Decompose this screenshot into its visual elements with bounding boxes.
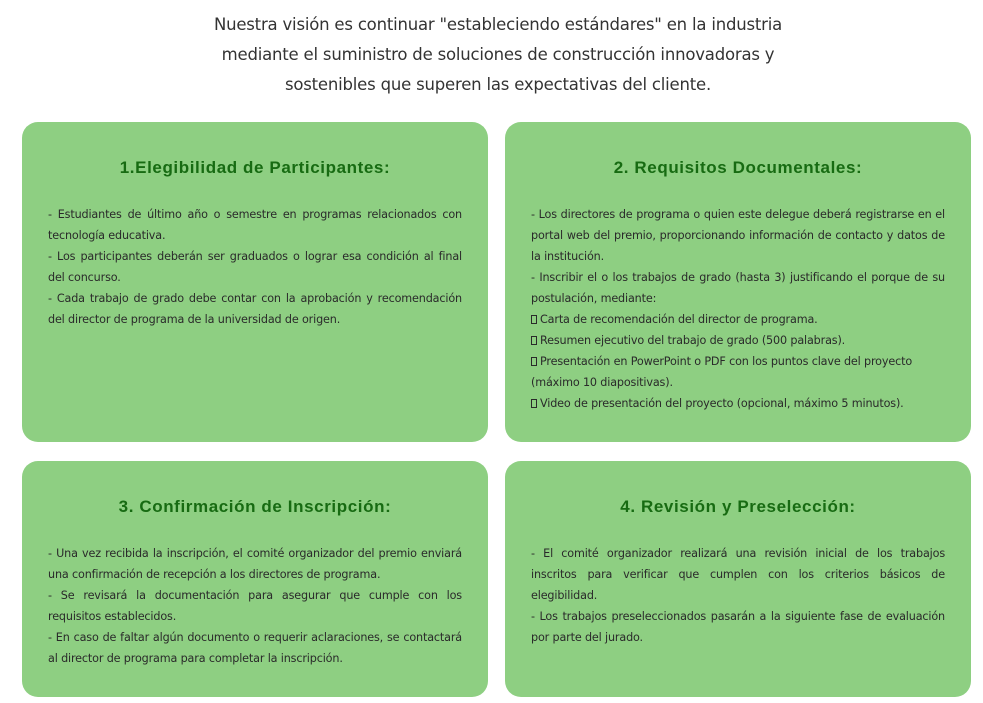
card-item: - Una vez recibida la inscripción, el comité organizador del premio enviará una confirmación de recepción a los directores de programa. xyxy=(48,547,462,581)
vision-statement xyxy=(180,10,816,100)
card-body xyxy=(48,204,462,330)
card-body xyxy=(48,543,462,669)
card-title: 3. Confirmación de Inscripción: xyxy=(118,497,392,516)
card-item-box xyxy=(531,393,945,414)
card-item-text: Presentación en PowerPoint o PDF con los puntos clave del proyecto (máximo 10 diapositivas). xyxy=(531,355,913,389)
card-item-text: Carta de recomendación del director de programa. xyxy=(540,313,818,326)
card-title: 1.Elegibilidad de Participantes: xyxy=(119,158,391,177)
card-title: 4. Revisión y Preselección: xyxy=(620,497,856,516)
card-body xyxy=(531,543,945,648)
missing-glyph-box-icon xyxy=(531,315,537,324)
card-body xyxy=(531,204,945,414)
card-document-requirements xyxy=(505,122,971,442)
card-item: - Los directores de programa o quien este delegue deberá registrarse en el portal web del premio, proporcionando información de contacto y datos de la institución. xyxy=(531,208,945,263)
vision-line: sostenibles que superen las expectativas del cliente. xyxy=(284,75,712,94)
vision-line: Nuestra visión es continuar "estableciendo estándares" en la industria xyxy=(213,15,783,34)
card-item: - Los participantes deberán ser graduados o lograr esa condición al final del concurso. xyxy=(48,250,462,284)
card-item: - Cada trabajo de grado debe contar con la aprobación y recomendación del director de programa de la universidad de origen. xyxy=(48,292,462,326)
card-title: 2. Requisitos Documentales: xyxy=(613,158,863,177)
missing-glyph-box-icon xyxy=(531,336,537,345)
card-item-box xyxy=(531,330,945,351)
card-item: - Inscribir el o los trabajos de grado (hasta 3) justificando el porque de su postulación, mediante: xyxy=(531,271,945,305)
card-item-text: Resumen ejecutivo del trabajo de grado (500 palabras). xyxy=(540,334,846,347)
card-item-text: Video de presentación del proyecto (opcional, máximo 5 minutos). xyxy=(540,397,904,410)
missing-glyph-box-icon xyxy=(531,399,537,408)
card-item: - Se revisará la documentación para asegurar que cumple con los requisitos establecidos. xyxy=(48,589,462,623)
missing-glyph-box-icon xyxy=(531,357,537,366)
card-item: - Los trabajos preseleccionados pasarán a la siguiente fase de evaluación por parte del jurado. xyxy=(531,610,945,644)
card-registration-confirmation xyxy=(22,461,488,697)
card-item-box xyxy=(531,309,945,330)
card-item: - En caso de faltar algún documento o requerir aclaraciones, se contactará al director de programa para completar la inscripción. xyxy=(48,631,462,665)
vision-line: mediante el suministro de soluciones de construcción innovadoras y xyxy=(221,45,775,64)
card-item: - Estudiantes de último año o semestre en programas relacionados con tecnología educativa. xyxy=(48,208,462,242)
card-item: - El comité organizador realizará una revisión inicial de los trabajos inscritos para verificar que cumplen con los criterios básicos de elegibilidad. xyxy=(531,547,945,602)
card-eligibility xyxy=(22,122,488,442)
card-item-box xyxy=(531,351,945,393)
card-review-preselection xyxy=(505,461,971,697)
